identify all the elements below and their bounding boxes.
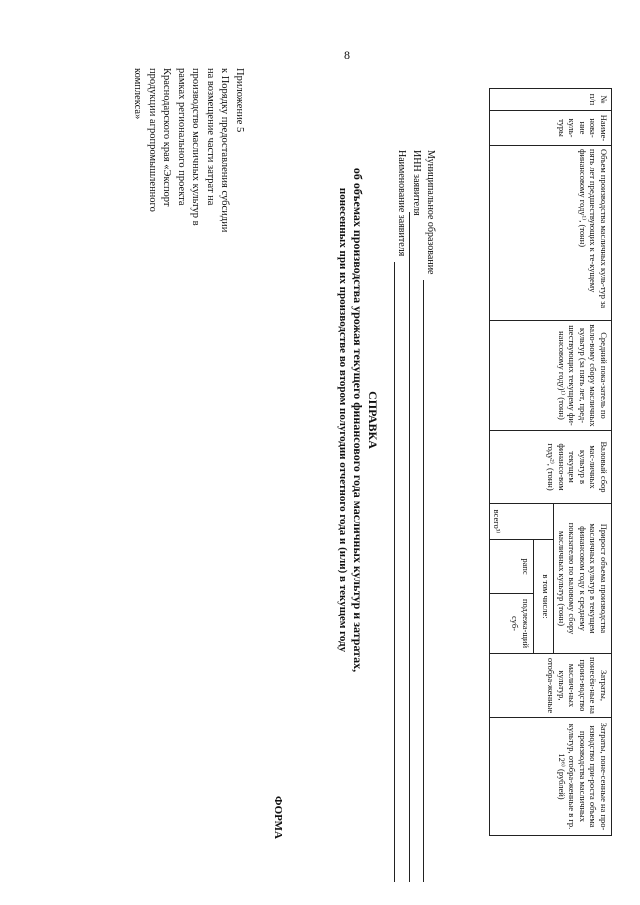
annex-line: продукции агропромышленного <box>147 68 158 212</box>
annex-block <box>130 68 246 328</box>
municipal-field <box>425 150 436 274</box>
municipal-line <box>423 280 424 882</box>
col-growth-subsidized-header: подлежа-щий суб- <box>490 594 534 654</box>
annex-line: на возмещение части затрат на <box>205 68 216 206</box>
report-table <box>489 88 612 836</box>
applicant-field <box>396 150 407 256</box>
inn-label: ИНН заявителя <box>411 150 422 216</box>
col-volume-5yr-header: Объем производства масличных куль-тур за пять лет предшествующих к те-кущему финансовому году¹⁾, (тонн) <box>490 146 612 321</box>
col-growth-rapeseed-header: рапс <box>490 540 534 594</box>
col-costs-header: Затраты, понесён-ные на произ-водство маслич-ных культур, отобра-женные <box>490 654 612 718</box>
col-average-header: Средний пока-затель по вало-вому сбору масличных культур (за пять лет, пред-шествующих текущему фи-нансовому году)¹⁾ (тонн) <box>490 321 612 431</box>
page-number: 8 <box>344 48 350 62</box>
title-main: СПРАВКА <box>366 391 380 449</box>
col-growth-costs-header: Затраты, поне-сенные на про-изводство при-роста объема производства масличных культур, отобра-женные в гр. 12⁶⁾ (рублей) <box>490 718 612 836</box>
col-growth-header: Прирост объема производства масличных культур в текущем финансовом году к среднему показателю по валовому сбору масличных культур (тонн) <box>554 504 612 654</box>
annex-line: производство масличных культур в <box>190 68 202 226</box>
col-crop-name-header: Наиме-нова-ние куль-туры <box>490 111 612 146</box>
municipal-label: Муниципальное образование <box>425 150 436 275</box>
col-gross-harvest-header: Валовый сбор мас-личных культур в текущем финансо-вом году²⁾, (тонн) <box>490 431 612 504</box>
col-growth-including-header: в том числе: <box>534 540 554 654</box>
annex-line: Краснодарского края «Экспорт <box>161 68 173 207</box>
inn-line <box>409 212 410 882</box>
document-title <box>336 40 380 800</box>
annex-line: комплекса» <box>132 68 144 120</box>
forma-label: ФОРМА <box>272 796 284 839</box>
annex-line: рамках регионального проекта <box>176 68 187 206</box>
title-line-2: понесенных при их производстве во втором полугодии отчетного года и (или) в текущем году <box>337 187 349 653</box>
col-number-header: № п/п <box>490 89 612 111</box>
title-line-1: об объемах производства урожая текущего финансового года масличных культур и затратах, <box>351 167 365 673</box>
inn-field <box>411 150 422 216</box>
col-growth-total-header: всего³⁾ <box>490 504 554 540</box>
annex-line: Приложение 5 <box>234 68 245 133</box>
applicant-label: Наименование заявителя <box>396 150 407 257</box>
annex-line: к Порядку предоставления субсидии <box>219 68 231 233</box>
applicant-line <box>394 262 395 882</box>
